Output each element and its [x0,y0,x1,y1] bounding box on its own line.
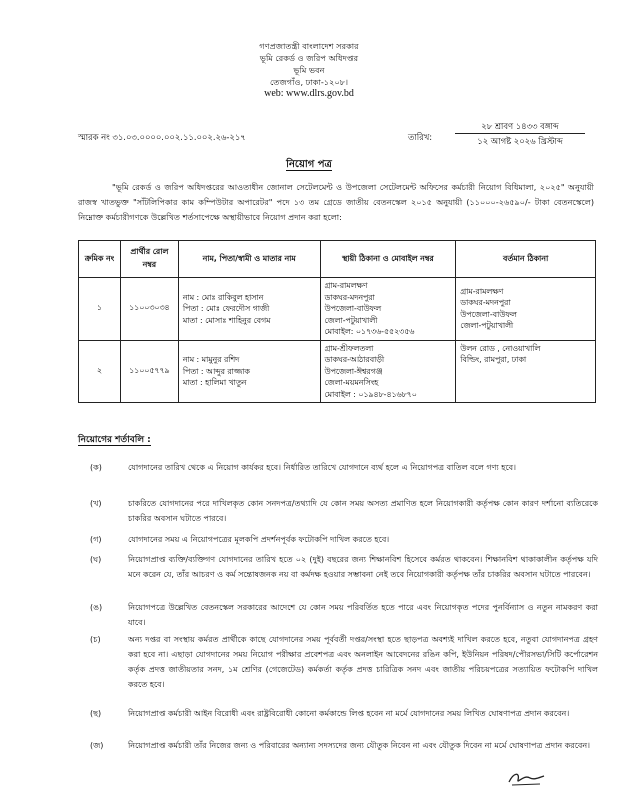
address-line: উপজেলা-বাউফল [460,309,517,319]
letter-title: নিয়োগ পত্র [286,159,332,170]
signature-mark [506,768,546,788]
address-line: উলন রোড , নোওয়াখালি [460,343,541,353]
address-line: জেলা-পটুয়াখালী [324,315,378,325]
present-address-cell [456,278,596,341]
date-english: ১২ আগষ্ট ২০২৬ খ্রিস্টাব্দ [455,133,585,148]
condition-text: নিয়োগপত্রে উল্লেখিত বেতনস্কেল সরকারের আদেশে যে কোন সময় পরিবর্তিত হতে পারে এবং নিয়োগকৃত পদের পুনর্বিন্যাস ও নতুন নামকরণ করা যাবে। [128,603,598,627]
date-label: তারিখ: [408,132,433,142]
conditions-heading: নিয়োগের শর্তাবলি : [78,435,151,445]
table-row [79,340,596,403]
mobile-number: মোবাইল: ০১৭৩৬-৫৫২৩৫৬ [324,327,415,336]
address-line: ডাকঘর-মদনপুরা [324,292,375,302]
condition-marker: (চ) [90,635,101,644]
mobile-number: মোবাইল : ০১৯৪৮-৪১৬৮৭০ [324,389,417,399]
present-address-cell [456,340,596,403]
candidate-name: নাম : মামুনুর রশিদ [182,355,240,364]
mother-name: মাতা : হালিমা খাতুন [182,378,247,387]
col-header-permanent-address: স্থায়ী ঠিকানা ও মোবাইল নম্বর [320,241,456,278]
govt-name: গণপ্রজাতন্ত্রী বাংলাদেশ সরকার [259,41,359,51]
address-line: ডাকঘর-মদনপুরা [460,298,511,308]
address-line: উপজেলা-বাউফল [324,304,382,313]
appointee-table [78,240,596,403]
col-header-serial: ক্রমিক নং [79,241,121,278]
permanent-address-cell [320,340,456,403]
website: web: www.dlrs.gov.bd [264,88,354,99]
address-line: উপজেলা-ঈশ্বরগঞ্জ [324,366,383,376]
memo-number: স্মারক নং ৩১.০৩.০০০০.০০২.১১.০০২.২৬-২১৭ [78,132,246,142]
intro-paragraph: "ভূমি রেকর্ড ও জরিপ অধিদপ্তরের আওতাধীন জোনাল সেটেলমেন্ট ও উপজেলা সেটেলমেন্ট অফিসের কর্মচারী নিয়োগ বিধিমালা, ২০২৫" অনুযায়ী রাজস্ব খাতভুক্ত "সাঁটলিপিকার কাম কম্পিউটার অপারেটর" পদে ১৩ তম গ্রেডে জাতীয় বেতনস্কেল ২০১৫ অনুযায়ী (১১০০০-২৬৫৯০/- টাকা বেতনস্কেলে) নিম্নোক্ত কর্মচারীগণকে উল্লেখিত শর্তসাপেক্ষে অস্থায়ীভাবে নিয়োগ প্রদান করা হলো: [78,182,594,222]
condition-marker: (গ) [90,535,102,544]
office-address: তেজগাঁও, ঢাকা-১২০৮। [269,77,349,87]
address-line: জেলা-পটুয়াখালী [460,321,514,331]
address-line: বিল্ডিং, রামপুরা, ঢাকা [460,355,527,364]
address-line: গ্রাম-রামলক্ষণ [460,286,504,296]
date-bangla: ২৮ শ্রাবণ ১৪৩৩ বঙ্গাব্দ [481,121,559,131]
date-block [455,119,585,148]
col-header-present-address: বর্তমান ঠিকানা [456,241,596,278]
building-name: ভূমি ভবন [293,65,325,75]
condition-marker: (ঙ) [90,603,103,612]
address-line: ডাকঘর-আঠারবাড়ী [324,355,385,364]
condition-marker: (ঘ) [90,555,102,564]
condition-marker: (খ) [90,499,102,508]
name-cell [178,340,320,403]
condition-text: নিয়োগপ্রাপ্ত কর্মচারী আইন বিরোধী এবং রাষ্ট্রবিরোধী কোনো কর্মকান্ডে লিপ্ত হবেন না মর্মে যোগদানের সময় লিখিত ঘোষণাপত্র প্রদান করবেন। [128,709,570,718]
condition-text: অন্য দপ্তর বা সংস্থায় কর্মরত প্রার্থীকে কাছে যোগদানের সময় পূর্ববর্তী দপ্তর/সংস্থা হতে ছাড়পত্র অবশ্যই দাখিল করতে হবে, নতুবা যোগদানপত্র গ্রহণ করা হবে না। এছাড়া যোগদানের সময় নিয়োগ পরীক্ষার প্রবেশপত্র এবং অনলাইন আবেদনের রঙিন কপি, ইউনিয়ন পরিষদ/পৌরসভা/সিটি কর্পোরেশন কর্তৃক প্রদত্ত জাতীয়তার সনদ, ১ম শ্রেণির (গেজেটেড) কর্মকর্তা কর্তৃক প্রদত্ত চারিত্রিক সনদ এবং জাতীয় পরিচয়পত্রের সত্যায়িত ফটোকপি দাখিল করতে হবে। [128,635,598,689]
permanent-address-cell [320,278,456,341]
candidate-name: নাম : মোঃ রাকিবুল হাসান [182,292,264,302]
mother-name: মাতা : মোসাঃ শাহিনুর বেগম [182,315,271,325]
condition-text: যোগদানের সময় এ নিয়োগপত্রের মূলকপি প্রদর্শনপূর্বক ফটোকপি দাখিল করতে হবে। [128,535,390,544]
roll-cell: ১১০০৫৭৭৯ [120,340,178,403]
address-line: গ্রাম-রামলক্ষণ [324,281,368,290]
department-name: ভূমি রেকর্ড ও জরিপ অধিদপ্তর [259,53,359,63]
table-row [79,278,596,341]
address-line: জেলা-ময়মনসিংহ [324,378,379,387]
roll-cell: ১১০০৩০৩৪ [120,278,178,341]
serial-cell: ২ [79,340,121,403]
father-name: পিতা : আব্দুর রাজ্জাক [182,366,250,376]
table-header-row [79,241,596,278]
condition-marker: (ক) [90,463,102,472]
condition-marker: (জ) [90,741,104,750]
name-cell [178,278,320,341]
condition-text: চাকরিতে যোগদানের পরে দাখিলকৃত কোন সনদপত্র/তথ্যাদি যে কোন সময় অসত্য প্রমাণিত হলে নিয়োগকারী কর্তৃপক্ষ কোন কারণ দর্শানো ব্যতিরেকে চাকরির অবসান ঘটাতে পারবে। [128,499,598,523]
condition-text: নিয়োগপ্রাপ্ত কর্মচারী তাঁর নিজের জন্য ও পরিবারের অন্যান্য সদস্যদের জন্য যৌতুক নিবেন না এবং যৌতুক দিবেন না মর্মে ঘোষণাপত্র প্রদান করবেন। [128,741,591,750]
col-header-roll: প্রার্থীর রোল নম্বর [120,241,178,278]
serial-cell: ১ [79,278,121,341]
father-name: পিতা : মোঃ ফেরদৌস গাজী [182,304,270,313]
office-header [0,40,618,100]
condition-text: যোগদানের তারিখ থেকে এ নিয়োগ কার্যকর হবে। নির্ধারিত তারিখে যোগদানে ব্যর্থ হলে এ নিয়োগপত্র বাতিল বলে গণ্য হবে। [128,463,516,472]
col-header-name: নাম, পিতা/স্বামী ও মাতার নাম [178,241,320,278]
condition-text: নিয়োগপ্রাপ্ত ব্যক্তি/ব্যক্তিগণ যোগদানের তারিখ হতে ০২ (দুই) বছরের জন্য শিক্ষানবিশ হিসেবে কর্মরত থাকবেন। শিক্ষানবিশ থাকাকালীন কর্তৃপক্ষ যদি মনে করেন যে, তাঁর আচরণ ও কর্ম সন্তোষজনক নয় বা কর্মদক্ষ হওয়ার সম্ভাবনা নেই তবে নিয়োগকারী কর্তৃপক্ষ তাঁর চাকরির অবসান ঘটাতে পারবেন। [128,555,598,579]
condition-marker: (ছ) [90,709,102,718]
address-line: গ্রাম-শ্রীফলতলা [324,343,374,353]
